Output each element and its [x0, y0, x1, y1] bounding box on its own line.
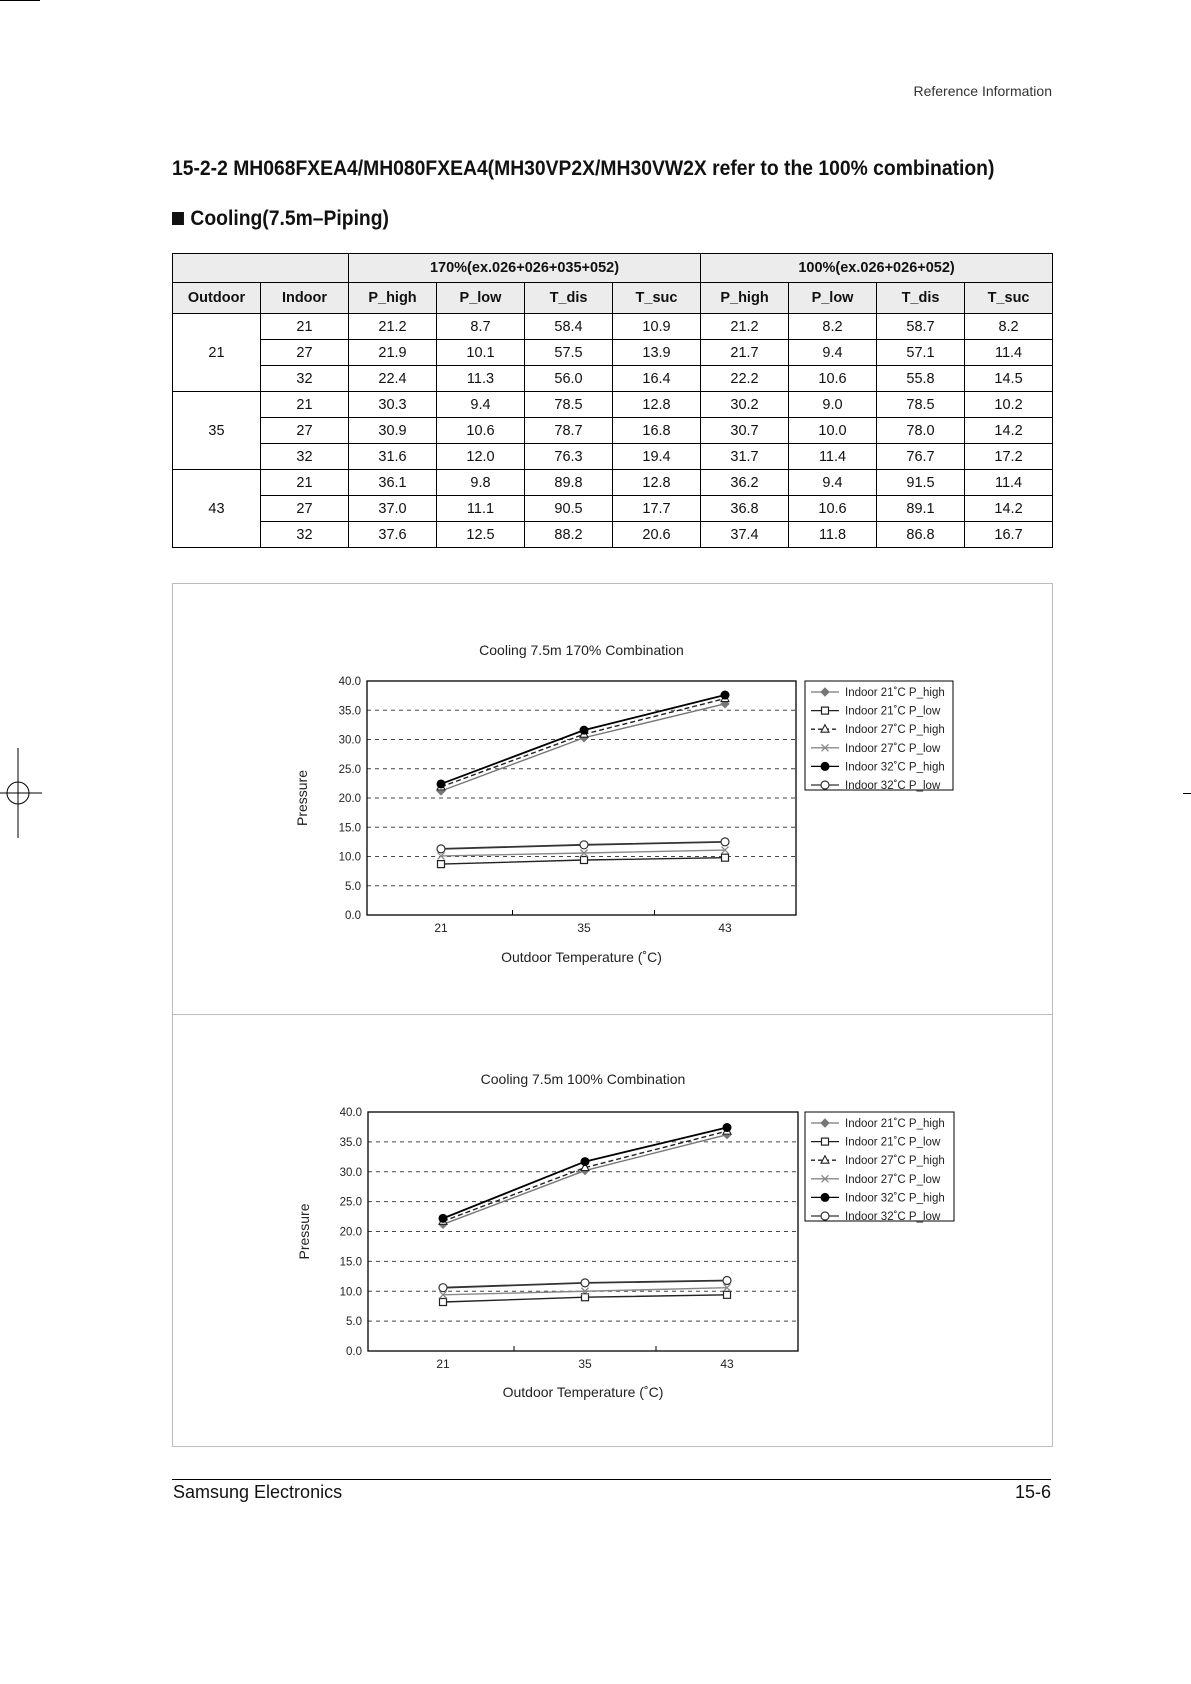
indoor-temp-cell: 32 — [261, 444, 349, 470]
table-column-header: T_suc — [613, 283, 701, 314]
data-point — [581, 857, 588, 864]
table-cell: 12.5 — [437, 522, 525, 548]
data-point — [437, 780, 445, 788]
x-tick-label: 21 — [434, 921, 448, 935]
table-cell: 10.6 — [789, 366, 877, 392]
footer-company: Samsung Electronics — [173, 1482, 343, 1502]
legend-label: Indoor 21˚C P_low — [845, 705, 941, 718]
table-cell: 9.0 — [789, 392, 877, 418]
series-line — [441, 699, 725, 787]
chart-panel-170 — [173, 584, 1052, 1015]
x-tick-label: 43 — [720, 1357, 734, 1371]
legend-label: Indoor 32˚C P_high — [845, 761, 945, 774]
table-cell: 8.2 — [789, 314, 877, 340]
table-cell: 57.5 — [525, 340, 613, 366]
series-0 — [439, 1131, 731, 1229]
subsection-title-text: Cooling(7.5m–Piping) — [190, 207, 389, 230]
table-cell: 36.2 — [701, 470, 789, 496]
table-cell: 22.2 — [701, 366, 789, 392]
table-cell: 21.2 — [349, 314, 437, 340]
table-cell: 91.5 — [877, 470, 965, 496]
crop-mark-right — [1183, 793, 1191, 794]
legend-label: Indoor 21˚C P_high — [845, 687, 945, 699]
table-row — [173, 314, 1053, 340]
legend-label: Indoor 32˚C P_low — [845, 780, 941, 792]
table-column-header: P_high — [701, 283, 789, 314]
data-point — [437, 845, 445, 853]
table-cell: 9.4 — [789, 340, 877, 366]
table-cell: 13.9 — [613, 340, 701, 366]
legend-label: Indoor 32˚C P_high — [845, 1192, 945, 1205]
y-tick-label: 30.0 — [338, 734, 361, 747]
table-cell: 37.4 — [701, 522, 789, 548]
table-cell: 55.8 — [877, 366, 965, 392]
table-cell: 17.7 — [613, 496, 701, 522]
data-point — [581, 1158, 589, 1166]
data-point — [439, 1214, 447, 1222]
table-cell: 90.5 — [525, 496, 613, 522]
table-cell: 12.8 — [613, 470, 701, 496]
charts-container — [172, 583, 1053, 1447]
y-tick-label: 25.0 — [338, 763, 361, 776]
series-line — [443, 1135, 727, 1225]
legend-label: Indoor 32˚C P_low — [845, 1211, 941, 1223]
legend-marker — [821, 1193, 829, 1201]
y-tick-label: 40.0 — [339, 1107, 362, 1119]
table-cell: 36.1 — [349, 470, 437, 496]
table-column-header: T_dis — [877, 283, 965, 314]
square-bullet-icon — [172, 212, 184, 225]
data-point — [721, 691, 729, 699]
y-axis-label: Pressure — [296, 1203, 312, 1260]
data-point — [723, 1276, 731, 1284]
legend-marker — [821, 762, 829, 770]
table-cell: 12.0 — [437, 444, 525, 470]
table-cell: 11.3 — [437, 366, 525, 392]
table-cell: 10.1 — [437, 340, 525, 366]
table-cell: 78.0 — [877, 418, 965, 444]
table-cell: 9.4 — [437, 392, 525, 418]
table-cell: 12.8 — [613, 392, 701, 418]
table-cell: 20.6 — [613, 522, 701, 548]
y-tick-label: 5.0 — [346, 1316, 362, 1329]
legend-marker — [822, 1138, 829, 1145]
legend-marker — [821, 1212, 829, 1220]
table-cell: 10.9 — [613, 314, 701, 340]
y-tick-label: 5.0 — [345, 880, 361, 893]
table-cell: 17.2 — [965, 444, 1053, 470]
table-cell: 76.3 — [525, 444, 613, 470]
indoor-temp-cell: 21 — [261, 470, 349, 496]
x-tick-label: 35 — [578, 1357, 592, 1371]
x-axis-label: Outdoor Temperature (˚C) — [502, 1384, 664, 1400]
data-point — [438, 861, 445, 868]
table-cell: 9.4 — [789, 470, 877, 496]
data-point — [439, 1284, 447, 1292]
table-row — [173, 366, 1053, 392]
table-cell: 78.7 — [525, 418, 613, 444]
table-cell: 89.8 — [525, 470, 613, 496]
table-row — [173, 470, 1053, 496]
table-corner-cell — [173, 254, 349, 283]
x-axis-label: Outdoor Temperature (˚C) — [501, 949, 662, 965]
y-tick-label: 15.0 — [338, 822, 361, 835]
legend-marker — [821, 781, 829, 789]
footer-page-number: 15-6 — [1014, 1482, 1051, 1502]
data-point — [582, 1294, 589, 1301]
outdoor-temp-cell: 21 — [173, 314, 261, 392]
crop-mark-top-left — [0, 0, 40, 1]
y-tick-label: 10.0 — [339, 1286, 362, 1299]
y-tick-label: 20.0 — [338, 793, 361, 805]
data-table — [172, 253, 1053, 548]
table-cell: 37.0 — [349, 496, 437, 522]
chart-panel-100 — [173, 1015, 1052, 1445]
table-cell: 30.3 — [349, 392, 437, 418]
y-tick-label: 35.0 — [339, 1136, 362, 1149]
table-cell: 22.4 — [349, 366, 437, 392]
registration-mark-icon — [0, 748, 42, 838]
table-group-header-row — [173, 254, 1053, 283]
data-point — [581, 1279, 589, 1287]
table-group-header: 100%(ex.026+026+052) — [701, 254, 1053, 283]
table-cell: 19.4 — [613, 444, 701, 470]
table-cell: 10.0 — [789, 418, 877, 444]
footer-rule — [172, 1479, 1051, 1480]
table-cell: 14.2 — [965, 496, 1053, 522]
legend — [805, 1112, 954, 1223]
table-cell: 58.4 — [525, 314, 613, 340]
table-cell: 16.4 — [613, 366, 701, 392]
outdoor-temp-cell: 43 — [173, 470, 261, 548]
x-tick-label: 43 — [718, 921, 732, 935]
table-column-header: P_low — [437, 283, 525, 314]
table-cell: 31.7 — [701, 444, 789, 470]
x-tick-label: 21 — [436, 1357, 450, 1371]
data-point — [724, 1291, 731, 1298]
table-column-header: Indoor — [261, 283, 349, 314]
table-cell: 16.8 — [613, 418, 701, 444]
indoor-temp-cell: 27 — [261, 340, 349, 366]
legend-label: Indoor 27˚C P_high — [845, 1155, 945, 1168]
table-cell: 88.2 — [525, 522, 613, 548]
chart-170-combination — [173, 584, 1052, 1014]
data-point — [723, 1124, 731, 1132]
table-cell: 21.2 — [701, 314, 789, 340]
table-cell: 31.6 — [349, 444, 437, 470]
y-tick-label: 35.0 — [338, 705, 361, 718]
table-cell: 11.4 — [965, 340, 1053, 366]
table-column-header: P_low — [789, 283, 877, 314]
data-point — [722, 854, 729, 861]
data-point — [440, 1299, 447, 1306]
table-column-header: P_high — [349, 283, 437, 314]
table-cell: 11.8 — [789, 522, 877, 548]
table-cell: 78.5 — [877, 392, 965, 418]
table-cell: 21.7 — [701, 340, 789, 366]
legend-label: Indoor 21˚C P_high — [845, 1118, 945, 1130]
table-cell: 76.7 — [877, 444, 965, 470]
header-reference: Reference Information — [913, 83, 1052, 99]
table-group-header: 170%(ex.026+026+035+052) — [349, 254, 701, 283]
table-row — [173, 444, 1053, 470]
table-cell: 8.7 — [437, 314, 525, 340]
chart-100-combination — [173, 1015, 1052, 1445]
table-row — [173, 340, 1053, 366]
indoor-temp-cell: 27 — [261, 418, 349, 444]
table-cell: 56.0 — [525, 366, 613, 392]
section-title: 15-2-2 MH068FXEA4/MH080FXEA4(MH30VP2X/MH30VW2X refer to the 100% combination) — [172, 157, 995, 180]
indoor-temp-cell: 21 — [261, 314, 349, 340]
legend-marker — [822, 707, 829, 714]
table-row — [173, 496, 1053, 522]
y-tick-label: 40.0 — [338, 676, 361, 688]
table-cell: 30.2 — [701, 392, 789, 418]
table-cell: 11.4 — [965, 470, 1053, 496]
indoor-temp-cell: 21 — [261, 392, 349, 418]
series-0 — [437, 700, 729, 795]
table-cell: 86.8 — [877, 522, 965, 548]
y-tick-label: 25.0 — [339, 1196, 362, 1209]
outdoor-temp-cell: 35 — [173, 392, 261, 470]
table-cell: 57.1 — [877, 340, 965, 366]
indoor-temp-cell: 32 — [261, 522, 349, 548]
table-row — [173, 418, 1053, 444]
chart-title: Cooling 7.5m 100% Combination — [480, 1071, 686, 1087]
table-cell: 10.2 — [965, 392, 1053, 418]
table-cell: 14.5 — [965, 366, 1053, 392]
y-axis-label: Pressure — [294, 769, 310, 827]
series-line — [441, 850, 725, 856]
table-cell: 11.1 — [437, 496, 525, 522]
y-tick-label: 10.0 — [338, 851, 361, 864]
legend-label: Indoor 27˚C P_low — [845, 742, 941, 755]
table-cell: 16.7 — [965, 522, 1053, 548]
chart-title: Cooling 7.5m 170% Combination — [479, 642, 684, 658]
legend — [805, 681, 953, 792]
data-point — [721, 838, 729, 846]
table-cell: 10.6 — [437, 418, 525, 444]
table-cell: 14.2 — [965, 418, 1053, 444]
legend-label: Indoor 27˚C P_high — [845, 724, 945, 737]
table-cell: 30.7 — [701, 418, 789, 444]
data-point — [580, 726, 588, 734]
table-column-header: T_dis — [525, 283, 613, 314]
table-cell: 8.2 — [965, 314, 1053, 340]
data-point — [580, 841, 588, 849]
y-tick-label: 15.0 — [339, 1256, 362, 1269]
table-row — [173, 522, 1053, 548]
table-cell: 9.8 — [437, 470, 525, 496]
x-tick-label: 35 — [577, 921, 591, 935]
series-line — [441, 704, 725, 791]
table-column-header: Outdoor — [173, 283, 261, 314]
table-cell: 36.8 — [701, 496, 789, 522]
table-cell: 89.1 — [877, 496, 965, 522]
table-column-header: T_suc — [965, 283, 1053, 314]
y-tick-label: 0.0 — [345, 910, 361, 922]
y-tick-label: 30.0 — [339, 1166, 362, 1179]
table-cell: 30.9 — [349, 418, 437, 444]
table-cell: 10.6 — [789, 496, 877, 522]
legend-label: Indoor 27˚C P_low — [845, 1173, 941, 1186]
table-cell: 11.4 — [789, 444, 877, 470]
table-row — [173, 392, 1053, 418]
legend-label: Indoor 21˚C P_low — [845, 1136, 941, 1149]
indoor-temp-cell: 32 — [261, 366, 349, 392]
table-cell: 58.7 — [877, 314, 965, 340]
table-column-header-row — [173, 283, 1053, 314]
table-cell: 37.6 — [349, 522, 437, 548]
table-cell: 78.5 — [525, 392, 613, 418]
y-tick-label: 0.0 — [346, 1346, 362, 1358]
subsection-title — [172, 207, 389, 231]
indoor-temp-cell: 27 — [261, 496, 349, 522]
series-5 — [439, 1276, 731, 1291]
table-cell: 21.9 — [349, 340, 437, 366]
y-tick-label: 20.0 — [339, 1226, 362, 1239]
